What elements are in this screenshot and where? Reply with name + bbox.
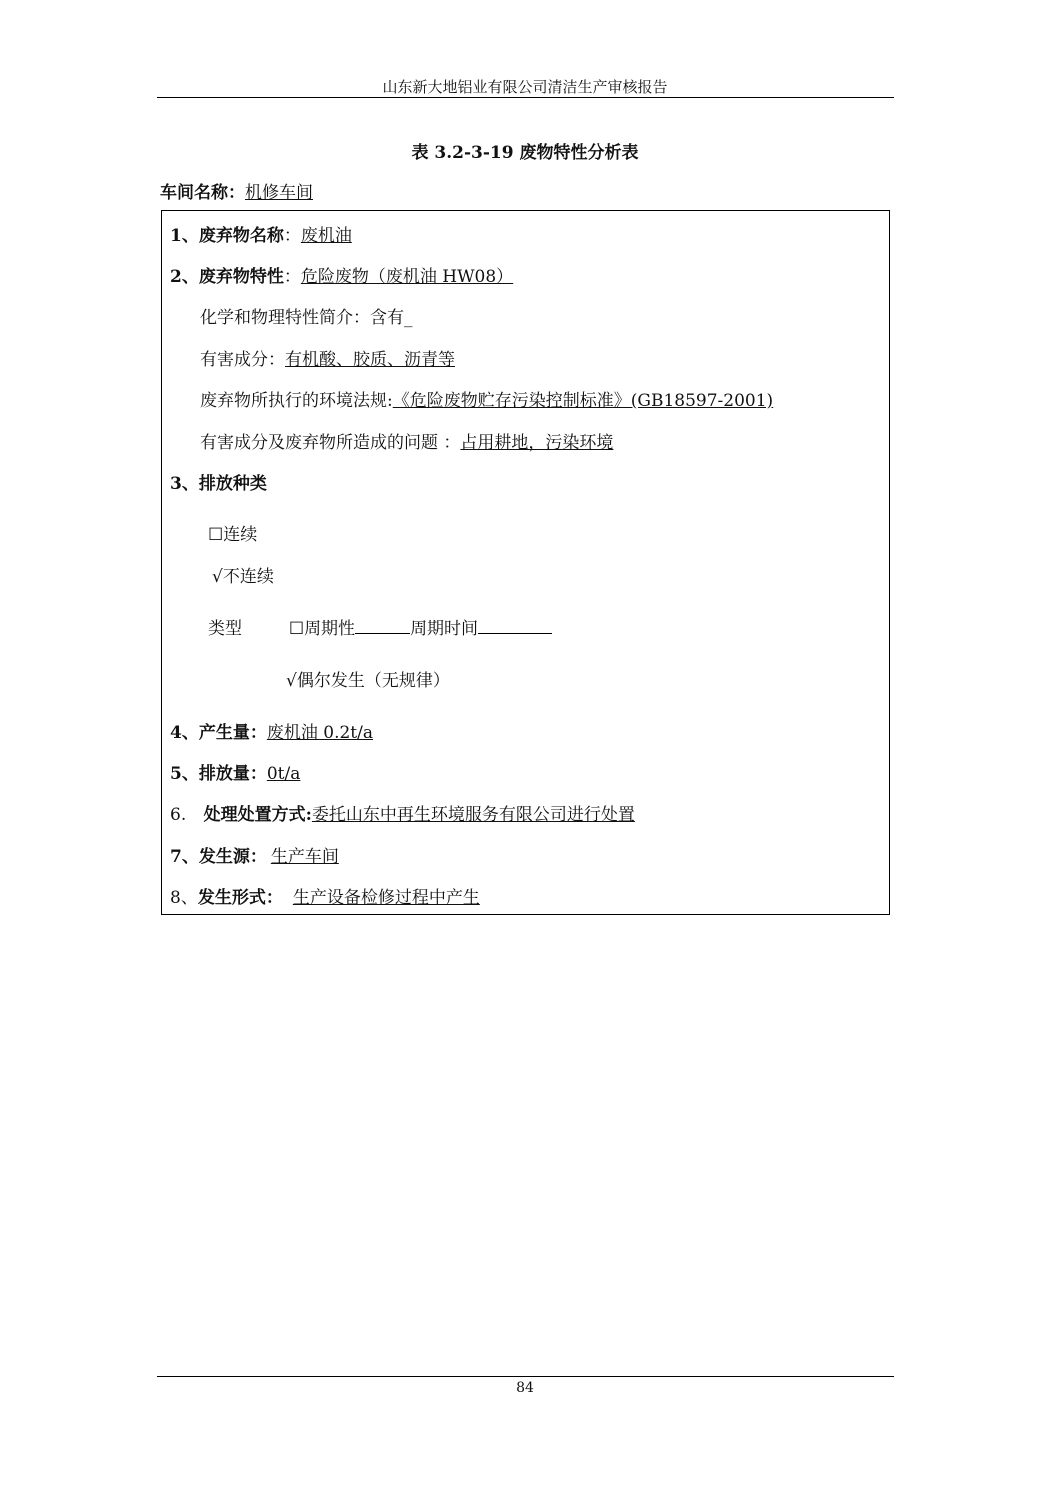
problem-value: 占用耕地，污染环境: [460, 433, 614, 453]
continuous-label: 连续: [223, 525, 258, 545]
workshop-line: [160, 178, 313, 203]
emission-value: 0t/a: [266, 764, 301, 784]
period-time-blank: [478, 619, 552, 634]
page-number: 84: [516, 1380, 534, 1396]
regulation-value: 《危险废物贮存污染控制标准》(GB18597-2001): [392, 391, 774, 411]
waste-property-value: 危险废物（废机油 HW08）: [300, 267, 514, 287]
emission-row: [170, 759, 300, 784]
regulation-label: 废弃物所执行的环境法规:: [200, 391, 393, 411]
header-divider: [157, 97, 894, 98]
form-label: 发生形式：: [197, 888, 283, 908]
harmful-value: 有机酸、胶质、沥青等: [285, 350, 455, 370]
chem-intro-label: 化学和物理特性简介：: [200, 308, 370, 328]
discontinuous-option: [212, 562, 274, 587]
output-row: [170, 718, 373, 743]
waste-name-row: [170, 221, 352, 246]
regulation-row: [200, 386, 773, 411]
waste-name-sep: ：: [283, 226, 301, 246]
problem-row: [200, 428, 613, 453]
waste-name-label: 1、废弃物名称: [170, 226, 284, 246]
type-row: [208, 614, 552, 639]
discontinuous-label: 不连续: [222, 567, 274, 587]
waste-property-label: 2、废弃物特性: [170, 267, 284, 287]
discharge-type-heading: 3、排放种类: [170, 474, 267, 494]
disposal-value: 委托山东中再生环境服务有限公司进行处置: [311, 805, 635, 825]
disposal-label: 处理处置方式:: [203, 805, 312, 825]
waste-property-row: [170, 262, 513, 287]
periodic-label: 周期性: [304, 619, 356, 639]
checkmark-icon: √: [286, 671, 297, 691]
source-value: 生产车间: [270, 847, 339, 867]
form-num: 8、: [170, 888, 198, 908]
workshop-value: 机修车间: [245, 183, 313, 203]
source-row: [170, 842, 339, 867]
emission-label: 5、排放量：: [170, 764, 267, 784]
table-title: 表 3.2-3-19 废物特性分析表: [411, 143, 639, 163]
harmful-label: 有害成分：: [200, 350, 285, 370]
disposal-row: [170, 800, 635, 825]
form-value: 生产设备检修过程中产生: [292, 888, 480, 908]
output-value: 废机油 0.2t/a: [266, 723, 373, 743]
harmful-row: [200, 345, 455, 370]
output-label: 4、产生量：: [170, 723, 267, 743]
continuous-option: [208, 520, 257, 545]
report-header: 山东新大地铝业有限公司清洁生产审核报告: [382, 78, 668, 96]
type-label: 类型: [208, 619, 242, 639]
problem-label: 有害成分及废弃物所造成的问题 ：: [200, 433, 461, 453]
period-time-label: 周期时间: [410, 619, 479, 639]
occasional-option: [286, 666, 450, 691]
chem-intro-value: 含有_: [370, 308, 413, 328]
checkbox-empty-icon: ☐: [288, 619, 305, 639]
waste-name-value: 废机油: [300, 226, 352, 246]
checkbox-empty-icon: ☐: [208, 525, 224, 545]
workshop-label: 车间名称：: [160, 183, 245, 203]
waste-property-sep: ：: [283, 267, 301, 287]
occasional-label: 偶尔发生（无规律）: [296, 671, 450, 691]
checkmark-icon: √: [212, 567, 223, 587]
disposal-num: 6.: [170, 805, 187, 825]
form-row: [170, 883, 480, 908]
footer-divider: [157, 1376, 894, 1377]
chem-intro-row: [200, 303, 413, 328]
periodic-blank: [355, 619, 410, 634]
source-label: 7、发生源：: [170, 847, 267, 867]
